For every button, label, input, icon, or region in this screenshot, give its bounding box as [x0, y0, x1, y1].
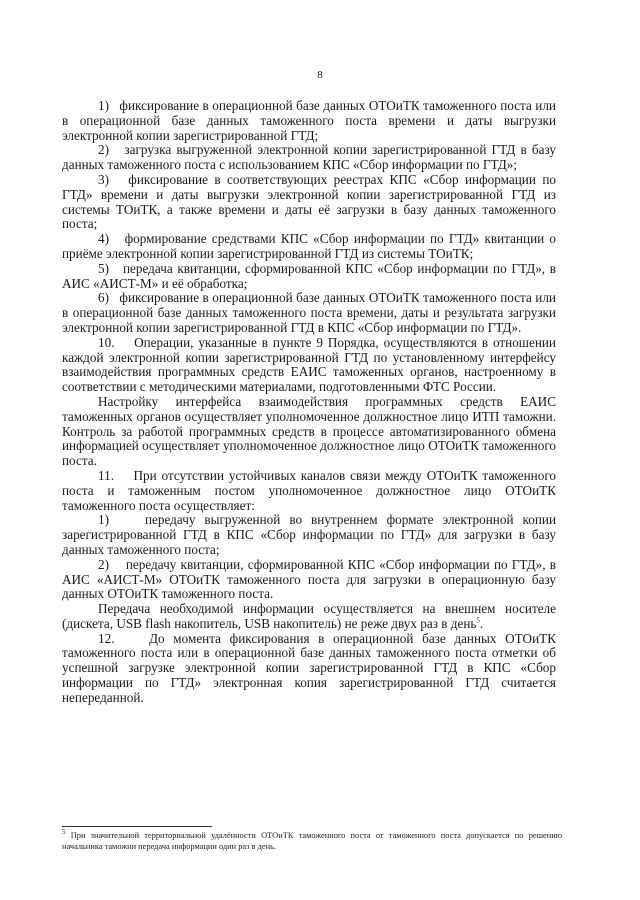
footnote-reference-tail: .: [479, 615, 484, 631]
footnote-marker: 5: [62, 828, 66, 837]
footnote-divider: [62, 826, 212, 827]
paragraph-clause-11-item-1: 1) передачу выгруженной во внутреннем формате электронной копии зарегистрированной ГТД в КПС «Сбор информации по ГТД» для загрузки в базу данных таможенного поста;: [62, 512, 556, 557]
paragraph-interface-setup: Настройку интерфейса взаимодействия программных средств ЕАИС таможенных органов осуществляет уполномоченное должностное лицо ИТП таможни. Контроль за работой программных средств в процессе автоматизированного обмена информацией осуществляет уполномоченное должностное лицо ОТОиТК таможенного поста.: [62, 393, 556, 469]
paragraph-clause-11-item-2: 2) передачу квитанции, сформированной КПС «Сбор информации по ГТД», в АИС «АИСТ-М» ОТОиТК таможенного поста для загрузки в операционную базу данных ОТОиТК таможенного поста.: [62, 556, 556, 602]
paragraph-item-2: 2) загрузка выгруженной электронной копии зарегистрированной ГТД в базу данных таможенного поста с использованием КПС «Сбор информации по ГТД»;: [62, 142, 556, 173]
paragraph-item-1: 1) фиксирование в операционной базе данных ОТОиТК таможенного поста или в операционной базе данных таможенного поста времени и даты выгрузки электронной копии зарегистрированной ГТД;: [62, 98, 556, 143]
paragraph-item-4: 4) формирование средствами КПС «Сбор информации по ГТД» квитанции о приёме электронной копии зарегистрированной ГТД из системы ТОиТК;: [62, 231, 556, 261]
footnote-text: При значительной территориальной удалённости ОТОиТК таможенного поста от таможенного поста допускается по решению начальника таможни передача информации один раз в день.: [62, 831, 562, 851]
paragraph-clause-12: 12. До момента фиксирования в операционной базе данных ОТОиТК таможенного поста или в операционной базе данных таможенного поста отметки об успешной загрузке электронной копии зарегистрированной ГТД в КПС «Сбор информации по ГТД» электронная копия зарегистрированной ГТД считается непереданной.: [62, 630, 556, 705]
document-body: [62, 99, 556, 706]
paragraph-item-6: 6) фиксирование в операционной базе данных ОТОиТК таможенного поста или в операционной базе данных таможенного поста времени, даты и результата загрузки электронной копии зарегистрированной ГТД в КПС «Сбор информации по ГТД».: [62, 290, 556, 335]
footnote: [62, 830, 562, 852]
paragraph-transfer-media-text: Передача необходимой информации осуществляется на внешнем носителе (дискета, USB flash накопитель, USB накопитель) не реже двух раз в день: [62, 601, 556, 631]
paragraph-item-3: 3) фиксирование в соответствующих реестрах КПС «Сбор информации по ГТД» времени и даты выгрузки электронной копии зарегистрированной ГТД из системы ТОиТК, а также времени и даты её загрузки в базу данных таможенного поста;: [62, 171, 556, 232]
footnote-reference: 5: [476, 616, 480, 625]
paragraph-item-5: 5) передача квитанции, сформированной КПС «Сбор информации по ГТД», в АИС «АИСТ-М» и её обработка;: [62, 260, 556, 291]
paragraph-clause-10: 10. Операции, указанные в пункте 9 Порядка, осуществляются в отношении каждой электронной копии зарегистрированной ГТД по установленному интерфейсу взаимодействия программных средств ЕАИС таможенных органов, настроенному в соответствии с методическими материалами, подготовленными ФТС России.: [62, 334, 556, 395]
paragraph-clause-11: 11. При отсутствии устойчивых каналов связи между ОТОиТК таможенного поста и таможенным постом уполномоченное должностное лицо ОТОиТК таможенного поста осуществляет:: [62, 467, 556, 513]
page-number: 8: [317, 69, 323, 81]
paragraph-transfer-media: [62, 602, 556, 632]
